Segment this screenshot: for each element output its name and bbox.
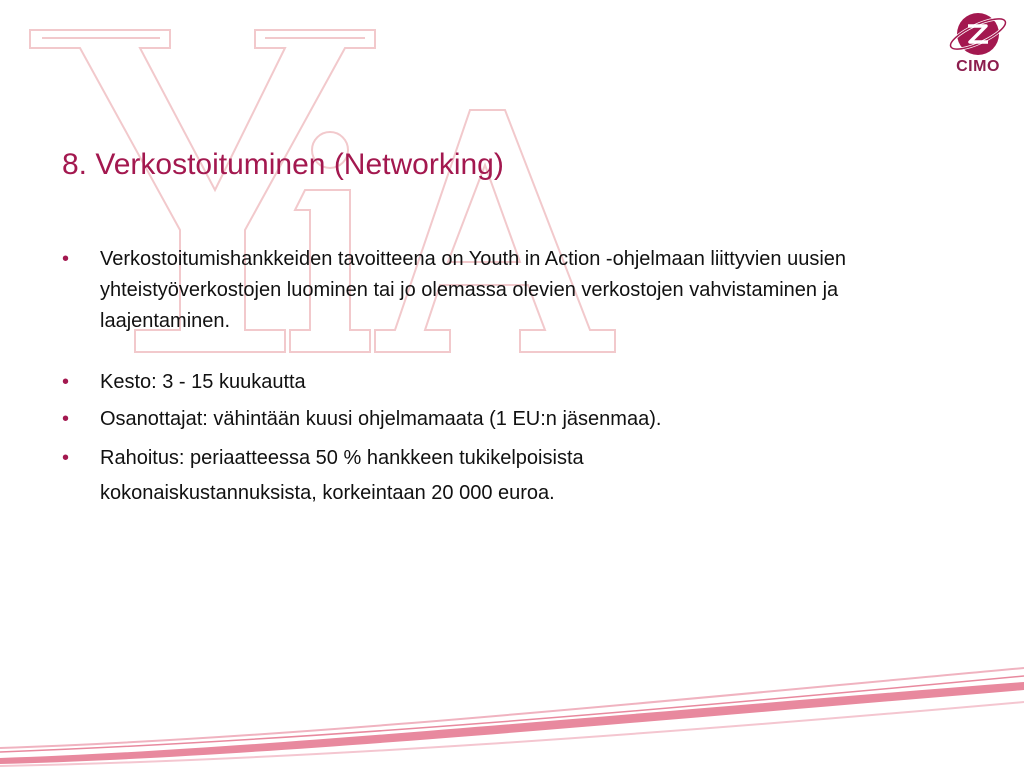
bullet-item: [62, 441, 922, 511]
bullet-text: Verkostoitumishankkeiden tavoitteena on Youth in Action -ohjelmaan liittyvien uusien yhteistyöverkostojen luominen tai jo olemassa olevien verkostojen vahvistaminen ja laajentaminen.: [100, 248, 847, 332]
slide-title: 8. Verkostoituminen (Networking): [62, 148, 504, 181]
bullet-text: Osanottajat: vähintään kuusi ohjelmamaata (1 EU:n jäsenmaa).: [100, 408, 662, 430]
bullet-item: [62, 404, 922, 435]
bullet-item: [62, 244, 922, 337]
bullet-text: Kesto: 3 - 15 kuukautta: [100, 371, 306, 393]
bullet-icon: •: [62, 447, 70, 469]
bullet-text: Rahoitus: periaatteessa 50 % hankkeen tukikelpoisista kokonaiskustannuksista, korkeintaan 20 000 euroa.: [100, 447, 584, 504]
cimo-globe-icon: [940, 8, 1016, 60]
cimo-logo: [940, 8, 1016, 80]
bullet-list: [62, 244, 922, 511]
bottom-swoosh: [0, 640, 1024, 768]
bullet-icon: •: [62, 248, 70, 270]
cimo-logo-text: CIMO: [956, 58, 1000, 75]
bullet-icon: •: [62, 371, 70, 393]
bullet-icon: •: [62, 408, 70, 430]
bullet-item: [62, 367, 922, 398]
